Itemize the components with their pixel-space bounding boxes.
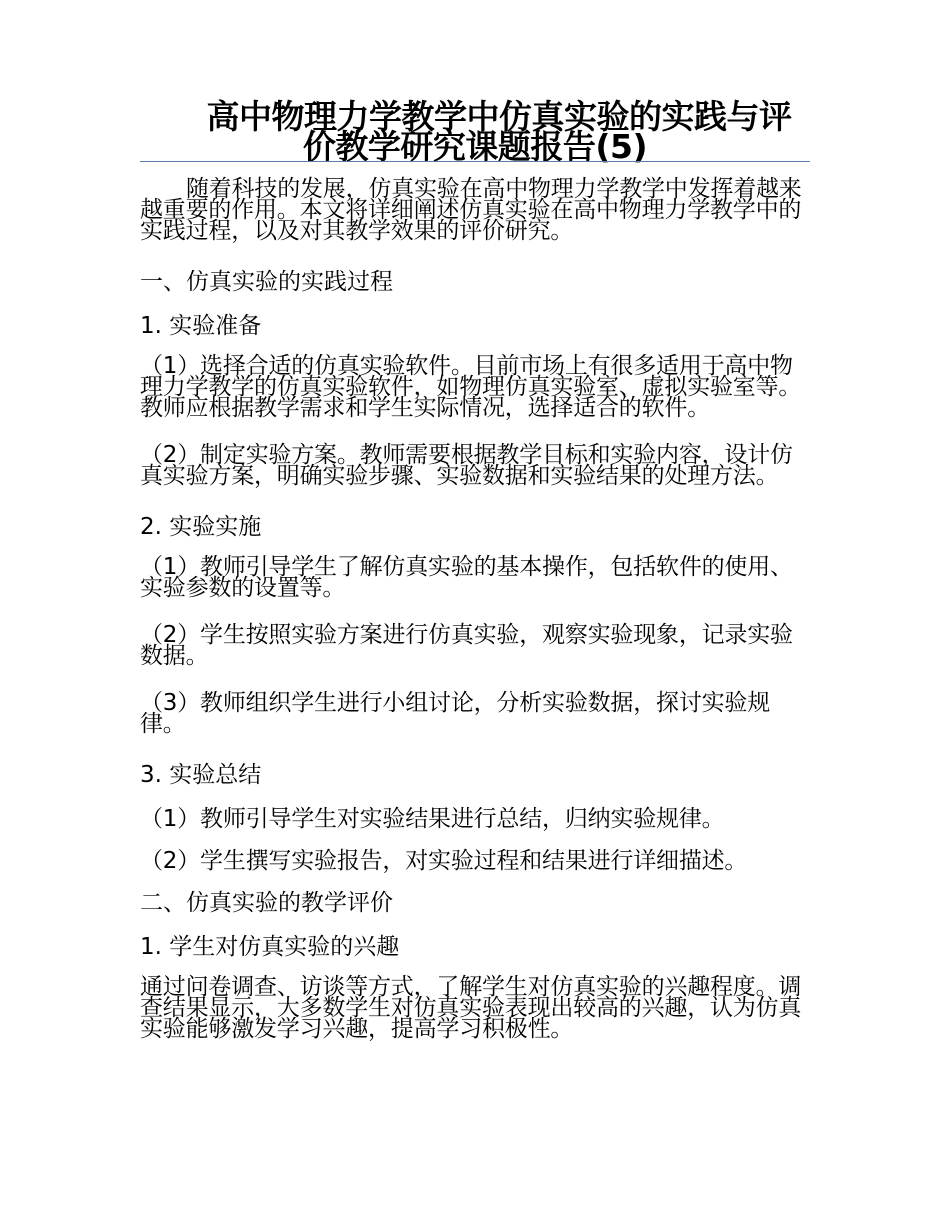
title-divider (140, 161, 810, 162)
list-item: （2）制定实验方案。教师需要根据教学目标和实验内容，设计仿真实验方案，明确实验步骤、实验数据和实验结果的处理方法。 (140, 442, 793, 489)
section-heading-practice: 一、仿真实验的实践过程 (140, 269, 393, 295)
subheading-preparation: 1. 实验准备 (140, 313, 262, 339)
intro-paragraph: 随着科技的发展，仿真实验在高中物理力学教学中发挥着越来越重要的作用。本文将详细阐述仿真实验在高中物理力学教学中的实践过程，以及对其教学效果的评价研究。 (140, 176, 802, 244)
list-item: （2）学生按照实验方案进行仿真实验，观察实验现象，记录实验数据。 (140, 622, 793, 669)
document-body (140, 176, 812, 1066)
list-item: （1）教师引导学生对实验结果进行总结，归纳实验规律。 (140, 806, 725, 832)
list-item: （1）选择合适的仿真实验软件。目前市场上有很多适用于高中物理力学教学的仿真实验软件，如物理仿真实验室、虚拟实验室等。教师应根据教学需求和学生实际情况，选择适合的软件。 (140, 353, 802, 421)
title-line-1: 高中物理力学教学中仿真实验的实践与评 (206, 97, 792, 136)
document-title (140, 97, 810, 166)
list-item: （3）教师组织学生进行小组讨论，分析实验数据，探讨实验规律。 (140, 690, 771, 737)
interest-paragraph: 通过问卷调查、访谈等方式，了解学生对仿真实验的兴趣程度。调查结果显示，大多数学生对仿真实验表现出较高的兴趣，认为仿真实验能够激发学习兴趣，提高学习积极性。 (140, 974, 802, 1042)
list-item: （1）教师引导学生了解仿真实验的基本操作，包括软件的使用、实验参数的设置等。 (140, 554, 793, 601)
subheading-summary: 3. 实验总结 (140, 762, 262, 788)
title-line-2: 价教学研究课题报告(5) (302, 127, 648, 166)
list-item: （2）学生撰写实验报告，对实验过程和结果进行详细描述。 (140, 848, 748, 874)
section-heading-evaluation: 二、仿真实验的教学评价 (140, 890, 393, 916)
subheading-student-interest: 1. 学生对仿真实验的兴趣 (140, 934, 400, 960)
subheading-implementation: 2. 实验实施 (140, 514, 262, 540)
